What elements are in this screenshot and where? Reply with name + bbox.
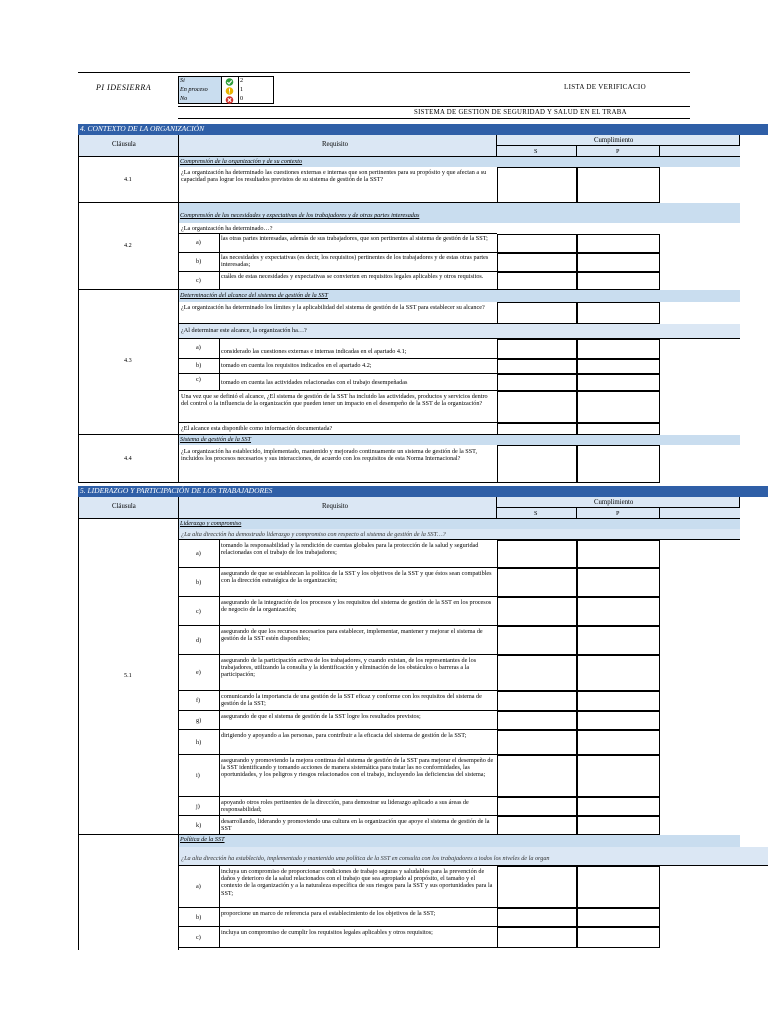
c52-item-1-s-input[interactable] [497, 908, 577, 927]
c51-item-4-letter: e) [196, 669, 201, 676]
c52-item-1-text-cell [220, 908, 497, 927]
c44-p-input[interactable] [577, 445, 660, 483]
c43-a-text: considerado las cuestiones externas e internas indicadas en el apartado 4.1; [221, 348, 407, 355]
c41-subtitle: Comprensión de la organización y de su contexto [180, 158, 303, 165]
c51-item-7-letter: h) [196, 738, 202, 746]
c43-b-s-input[interactable] [497, 359, 577, 374]
c43-q1-text: ¿La organización ha determinado los límites y la aplicabilidad del sistema de gestión de la SST para establecer su alcance? [181, 304, 485, 311]
c43-q3-p-input[interactable] [577, 423, 660, 435]
c51-item-0-letter: a) [196, 550, 201, 557]
legend-label-no: No [180, 95, 188, 102]
c51-item-1-s-input[interactable] [497, 568, 577, 597]
c52-item-2-letter: c) [196, 933, 201, 941]
c43-b-text-cell [220, 359, 497, 374]
c52-item-0-text-cell [220, 866, 497, 908]
c43-q1-s-input[interactable] [497, 302, 577, 324]
c51-item-5-s-input[interactable] [497, 691, 577, 711]
c51-item-8-s-input[interactable] [497, 755, 577, 797]
c51-item-8-text-cell [220, 755, 497, 797]
c51-item-2-text: asegurando de la integración de los procesos y los requisitos del sistema de gestión de la SST en los procesos de negocio de la organización; [221, 599, 492, 614]
c51-item-3-text: asegurando de que los recursos necesarios para establecer, implementar, mantener y mejorar el sistema de gestión de la SST estén disponibles; [221, 628, 483, 643]
c51-item-8-letter: i) [196, 772, 200, 779]
c52-subtitle-bar [179, 835, 740, 847]
c52-item-0-letter: a) [196, 883, 201, 890]
c52-item-1-letter: b) [196, 913, 202, 921]
col-extra-header [660, 146, 740, 157]
c43-a-s-input[interactable] [497, 339, 577, 359]
c43-a-letter-cell [179, 339, 220, 359]
legend [178, 76, 348, 104]
c42-intro [179, 223, 497, 234]
c51-item-5-text-cell [220, 691, 497, 711]
c51-item-8-text: asegurando y promoviendo la mejora continua del sistema de gestión de la SST para mejorar el desempeño de la SST identificando y tomando acciones de manera sistemática para tratar las no conformidades, las oportunidades, y los peligros y riesgos relacionados con el trabajo, incluyendo las deficiencias del sistema; [221, 757, 494, 779]
c42-c-s-input[interactable] [497, 272, 577, 290]
c42-c-letter: c) [196, 277, 201, 284]
c42-a-p-input[interactable] [577, 234, 660, 253]
c51-item-7-s-input[interactable] [497, 730, 577, 755]
c51-subtitle: Liderazgo y compromiso [180, 520, 242, 527]
c51-item-5-p-input[interactable] [577, 691, 660, 711]
c43-b-letter-cell [179, 359, 220, 374]
c51-item-1-text: asegurando de que se establezcan la política de la SST y los objetivos de la SST y que éstos sean compatibles con la dirección estratégica de la organización; [221, 570, 492, 585]
c44-s-input[interactable] [497, 445, 577, 483]
c43-a-letter: a) [196, 344, 201, 351]
c51-item-10-text: desarrollando, liderando y promoviendo una cultura en la organización que apoye el sistema de gestión de la SST [221, 818, 490, 833]
c43-c-text: tomado en cuenta las actividades relacionadas con el trabajo desempeñadas [221, 379, 408, 386]
col-cumplimiento-label: Cumplimiento [594, 137, 634, 144]
c51-item-6-letter: g) [196, 716, 202, 724]
c42-b-letter-cell [179, 253, 220, 272]
c42-intro-text: ¿La organización ha determinado…? [181, 225, 273, 232]
c42-b-p-input[interactable] [577, 253, 660, 272]
c43-q3-s-input[interactable] [497, 423, 577, 435]
legend-values [238, 76, 274, 104]
c51-item-10-s-input[interactable] [497, 816, 577, 835]
legend-value-en-proceso: 1 [240, 86, 244, 93]
c42-a-letter-cell [179, 234, 220, 253]
c43-b-letter: b) [196, 362, 202, 369]
c42-a-s-input[interactable] [497, 234, 577, 253]
c51-item-3-p-input[interactable] [577, 626, 660, 655]
c52-item-0-p-input[interactable] [577, 866, 660, 908]
legend-label-en-proceso: En proceso [180, 86, 208, 93]
legend-label-si: Si [180, 77, 185, 84]
c51-item-5-text: comunicando la importancia de una gestión de la SST eficaz y conforme con los requisitos del sistema de gestión de la SST; [221, 693, 482, 708]
c51-item-10-text-cell [220, 816, 497, 835]
c44-question [179, 445, 497, 483]
col-clausula-label: Cláusula [112, 141, 136, 148]
c51-item-9-p-input[interactable] [577, 797, 660, 816]
s5-col-cumplimiento-label: Cumplimiento [594, 499, 634, 506]
c52-item-2-p-input[interactable] [577, 927, 660, 948]
c51-item-1-letter: b) [196, 578, 202, 586]
s5-col-requisito-label: Requisito [322, 503, 349, 510]
c43-number: 4.3 [124, 357, 132, 364]
c51-item-3-letter-cell [179, 626, 220, 655]
section-5-title: 5. LIDERAZGO Y PARTICIPACIÓN DE LOS TRABAJADORES [78, 486, 768, 497]
c51-item-8-letter-cell [179, 755, 220, 797]
c44-question-text: ¿La organización ha establecido, implementado, mantenido y mejorado continuamente un sistema de gestión de la SST, incluidos los procesos necesarios y sus interacciones, de acuerdo con los requisitos de esta Norma Internacional? [181, 448, 477, 463]
c51-item-4-letter-cell [179, 655, 220, 691]
c43-q1 [179, 302, 497, 324]
s5-col-extra-header [660, 508, 740, 519]
c51-item-9-letter: j) [196, 802, 200, 810]
c42-a-text: las otras partes interesadas, además de sus trabajadores, que son pertinentes al sistema de gestión de la SST; [221, 235, 488, 242]
c51-item-4-text: asegurando de la participación activa de los trabajadores, y cuando existan, de los representantes de los trabajadores, utilizando la consulta y la identificación y eliminación de los obstáculos o barreras a la participación; [221, 657, 477, 679]
c43-q3 [179, 423, 497, 435]
col-requisito-label: Requisito [322, 141, 349, 148]
c51-item-10-letter-cell [179, 816, 220, 835]
c41-number: 4.1 [124, 176, 132, 183]
c43-a-p-input[interactable] [577, 339, 660, 359]
legend-value-no: 0 [240, 95, 244, 102]
c51-item-6-text-cell [220, 711, 497, 730]
c43-a-text-cell [220, 339, 497, 359]
c52-item-2-s-input[interactable] [497, 927, 577, 948]
c44-number: 4.4 [124, 455, 132, 462]
c51-item-5-letter-cell [179, 691, 220, 711]
col-p-label: P [616, 148, 620, 155]
c51-item-2-letter: c) [196, 607, 201, 615]
s5-col-clausula-label: Cláusula [112, 503, 136, 510]
c43-c-s-input[interactable] [497, 374, 577, 391]
c51-item-2-p-input[interactable] [577, 597, 660, 626]
c51-item-7-text-cell [220, 730, 497, 755]
c51-item-6-text: asegurando de que el sistema de gestión de la SST logre los resultados previstos; [221, 713, 421, 720]
c51-item-3-letter: d) [196, 636, 202, 644]
c52-item-1-letter-cell [179, 908, 220, 927]
c51-subtitle-bar [179, 519, 740, 529]
c41-p-input[interactable] [577, 167, 660, 203]
c51-item-7-letter-cell [179, 730, 220, 755]
c51-number: 5.1 [124, 672, 132, 679]
c51-intro-text: ¿La alta dirección ha demostrado liderazgo y compromiso con respecto al sistema de gestión de la SST…? [181, 531, 446, 538]
c52-item-1-p-input[interactable] [577, 908, 660, 927]
c43-c-p-input[interactable] [577, 374, 660, 391]
c43-intro-bar [179, 324, 740, 339]
header-top-line [78, 72, 690, 73]
c41-question [179, 167, 497, 203]
c42-c-text: cuáles de estas necesidades y expectativas se convierten en requisitos legales aplicables y otros requisitos. [221, 273, 484, 280]
alert-icon [225, 87, 234, 95]
c43-q2 [179, 391, 497, 423]
c52-intro-bar [179, 847, 768, 866]
c51-item-0-text: tomando la responsabilidad y la rendición de cuentas globales para la protección de la salud y seguridad relacionadas con el trabajo de los trabajadores; [221, 542, 479, 557]
c51-item-0-text-cell [220, 540, 497, 568]
c43-q2-s-input[interactable] [497, 391, 577, 423]
c42-a-text-cell [220, 234, 497, 253]
c52-item-0-text: incluya un compromiso de proporcionar condiciones de trabajo seguras y saludables para la prevención de daños y deterioro de la salud relacionados con el trabajo que sea apropiado al propósito, el tamaño y el contexto de la organización y a la naturaleza específica de sus riesgos para la SST y sus oportunidades para la SST; [221, 868, 493, 897]
c51-item-0-p-input[interactable] [577, 540, 660, 568]
c51-item-6-letter-cell [179, 711, 220, 730]
c51-item-6-s-input[interactable] [497, 711, 577, 730]
c41-question-text: ¿La organización ha determinado las cuestiones externas e internas que son pertinentes para su propósito y que afectan a su capacidad para lograr los resultados previstos de su sistema de gestión de la SST? [181, 169, 487, 184]
c41-s-input[interactable] [497, 167, 577, 203]
c43-b-p-input[interactable] [577, 359, 660, 374]
c51-item-9-text-cell [220, 797, 497, 816]
c51-item-2-text-cell [220, 597, 497, 626]
s5-col-p-label: P [616, 510, 620, 517]
c51-item-1-letter-cell [179, 568, 220, 597]
c51-item-4-p-input[interactable] [577, 655, 660, 691]
c42-subtitle: Comprensión de las necesidades y expectativas de los trabajadores y de otras partes interesadas [180, 212, 420, 219]
legend-icons [222, 76, 238, 104]
c51-item-0-s-input[interactable] [497, 540, 577, 568]
c51-item-10-letter: k) [196, 821, 202, 829]
check-icon [225, 78, 234, 86]
s5-col-s-label: S [534, 510, 538, 517]
c52-item-2-text-cell [220, 927, 497, 948]
c51-item-0-letter-cell [179, 540, 220, 568]
c52-item-0-letter-cell [179, 866, 220, 908]
c51-item-4-text-cell [220, 655, 497, 691]
c43-c-text-cell [220, 374, 497, 391]
c43-c-letter: c) [196, 376, 201, 383]
col-s-label: S [534, 148, 538, 155]
c42-c-text-cell [220, 272, 497, 290]
c51-item-1-text-cell [220, 568, 497, 597]
c51-item-2-letter-cell [179, 597, 220, 626]
c43-q2-p-input[interactable] [577, 391, 660, 423]
legend-value-si: 2 [240, 77, 244, 84]
c51-item-7-text: dirigiendo y apoyando a las personas, para contribuir a la eficacia del sistema de gestión de la SST; [221, 732, 467, 739]
c52-clausula-cell [78, 835, 179, 950]
c51-intro-bar [179, 529, 740, 540]
c51-item-3-text-cell [220, 626, 497, 655]
c51-item-10-p-input[interactable] [577, 816, 660, 835]
c51-item-7-p-input[interactable] [577, 730, 660, 755]
c51-item-9-text: apoyando otros roles pertinentes de la dirección, para demostrar su liderazgo aplicado a sus áreas de responsabilidad; [221, 799, 469, 814]
c42-a-letter: a) [196, 239, 201, 246]
c43-subtitle: Determinación del alcance del sistema de gestión de la SST [180, 292, 328, 299]
c43-intro-text: ¿Al determinar este alcance, la organización ha…? [181, 327, 307, 334]
c51-item-3-s-input[interactable] [497, 626, 577, 655]
c52-item-2-text: incluya un compromiso de cumplir los requisitos legales aplicables y otros requisitos; [221, 929, 433, 936]
c43-q2-text: Una vez que se definió el alcance, ¿El sistema de gestión de la SST ha incluido las actividades, productos y servicios dentro del control o la influencia de la organización que pueden tener un impacto en el desempeño de la SST de la organización? [181, 393, 488, 408]
c51-item-9-letter-cell [179, 797, 220, 816]
system-title: SISTEMA DE GESTION DE SEGURIDAD Y SALUD EN EL TRABA [414, 109, 627, 116]
c42-b-text: las necesidades y expectativas (es decir, los requisitos) pertinentes de los trabajadores y de estas otras partes interesadas; [221, 254, 489, 269]
c42-c-p-input[interactable] [577, 272, 660, 290]
checklist-title: LISTA DE VERIFICACIO [564, 83, 646, 91]
c51-item-8-p-input[interactable] [577, 755, 660, 797]
c52-item-2-letter-cell [179, 927, 220, 948]
c51-item-1-p-input[interactable] [577, 568, 660, 597]
c43-q1-p-input[interactable] [577, 302, 660, 324]
section-4-title: 4. CONTEXTO DE LA ORGANIZACIÓN [78, 124, 768, 135]
c51-item-4-s-input[interactable] [497, 655, 577, 691]
c51-item-5-letter: f) [196, 697, 201, 704]
c51-item-2-s-input[interactable] [497, 597, 577, 626]
c44-subtitle: Sistema de gestión de la SST [180, 436, 251, 443]
c44-subtitle-bar [179, 435, 740, 445]
c42-b-letter: b) [196, 258, 202, 265]
cross-icon [225, 96, 234, 104]
c52-item-1-text: proporcione un marco de referencia para el establecimiento de los objetivos de la SST; [221, 910, 436, 917]
c52-subtitle: Política de la SST [180, 836, 225, 843]
company-name: PI IDESIERRA [96, 83, 152, 92]
c42-b-s-input[interactable] [497, 253, 577, 272]
c43-b-text: tomado en cuenta los requisitos indicados en el apartado 4.2; [221, 362, 372, 369]
c42-b-text-cell [220, 253, 497, 272]
c52-item-0-s-input[interactable] [497, 866, 577, 908]
c52-intro-text: ¿La alta dirección ha establecido, implementado y mantenido una política de la SST en consulta con los trabajadores a todos los niveles de la organ [181, 855, 550, 862]
c43-c-letter-cell [179, 374, 220, 391]
c51-item-6-p-input[interactable] [577, 711, 660, 730]
c51-item-9-s-input[interactable] [497, 797, 577, 816]
c43-q3-text: ¿El alcance esta disponible como información documentada? [181, 425, 333, 432]
c42-number: 4.2 [124, 242, 132, 249]
c42-c-letter-cell [179, 272, 220, 290]
